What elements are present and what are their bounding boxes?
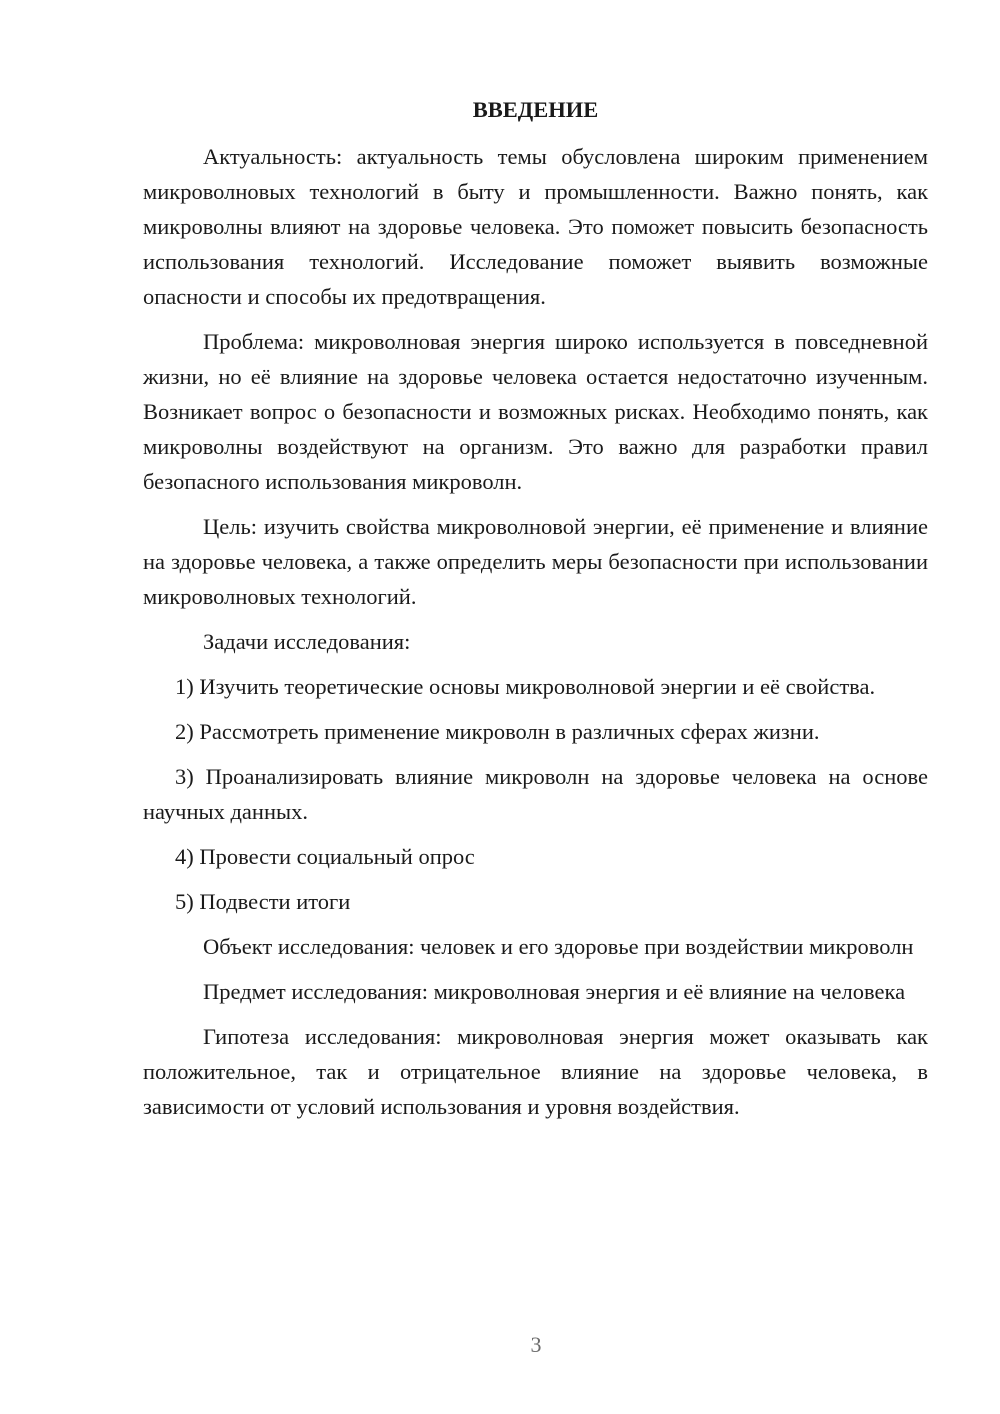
paragraph-object: Объект исследования: человек и его здоровье при воздействии микроволн	[203, 934, 914, 959]
paragraph-relevance: Актуальность: актуальность темы обусловлена широким применением микроволновых технологий в быту и промышленности. Важно понять, как микроволны влияют на здоровье человека. Это поможет повысить безопасность использования технологий. Исследование поможет выявить возможные опасности и способы их предотвращения.	[143, 144, 928, 309]
paragraph-goal: Цель: изучить свойства микроволновой энергии, её применение и влияние на здоровье человека, а также определить меры безопасности при использовании микроволновых технологий.	[143, 514, 928, 609]
paragraph-subject: Предмет исследования: микроволновая энергия и её влияние на человека	[203, 979, 906, 1004]
tasks-heading: Задачи исследования:	[203, 629, 411, 654]
tasks-list	[143, 669, 928, 919]
task-item-2: 2) Рассмотреть применение микроволн в различных сферах жизни.	[175, 719, 820, 744]
paragraph-hypothesis: Гипотеза исследования: микроволновая энергия может оказывать как положительное, так и отрицательное влияние на здоровье человека, в зависимости от условий использования и уровня воздействия.	[143, 1024, 928, 1119]
document-page	[143, 92, 928, 1134]
task-item-1: 1) Изучить теоретические основы микроволновой энергии и её свойства.	[175, 674, 876, 699]
page-title: ВВЕДЕНИЕ	[472, 97, 599, 122]
page-number: 3	[530, 1332, 542, 1357]
task-item-5: 5) Подвести итоги	[175, 889, 351, 914]
paragraph-problem: Проблема: микроволновая энергия широко используется в повседневной жизни, но её влияние на здоровье человека остается недостаточно изученным. Возникает вопрос о безопасности и возможных рисках. Необходимо понять, как микроволны воздействуют на организм. Это важно для разработки правил безопасного использования микроволн.	[143, 329, 928, 494]
task-item-4: 4) Провести социальный опрос	[175, 844, 475, 869]
task-item-3: 3) Проанализировать влияние микроволн на здоровье человека на основе научных данных.	[143, 764, 928, 824]
